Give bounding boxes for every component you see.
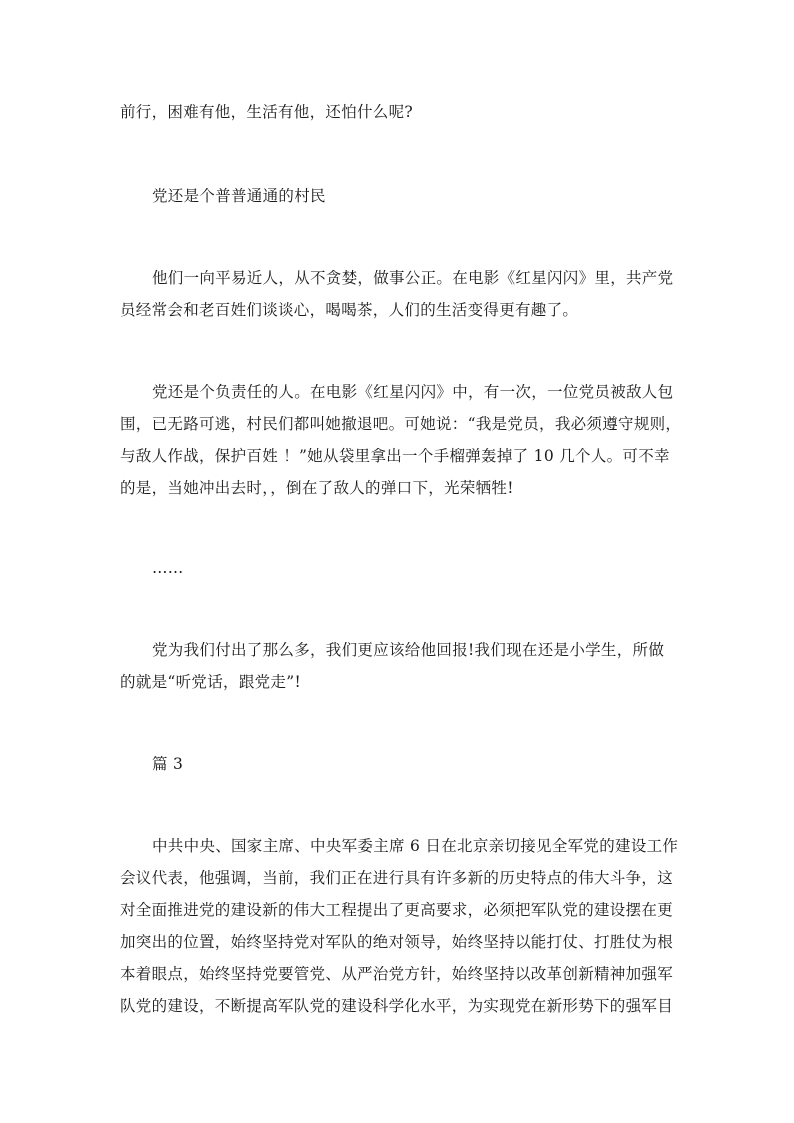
text-line: 队党的建设，不断提高军队党的建设科学化水平，为实现党在新形势下的强军目 bbox=[120, 997, 674, 1015]
text-line: 会议代表，他强调，当前，我们正在进行具有许多新的历史特点的伟大斗争，这 bbox=[120, 869, 674, 887]
text-line: 党还是个普普通通的村民 bbox=[152, 187, 326, 205]
text-line: 的是，当她冲出去时，，倒在了敌人的弹口下，光荣牺牲! bbox=[120, 479, 514, 497]
text-line: 围，已无路可逃，村民们都叫她撤退吧。可她说：“我是党员，我必须遵守规则， bbox=[120, 415, 682, 433]
text-line: 党为我们付出了那么多，我们更应该给他回报!我们现在还是小学生，所做 bbox=[152, 641, 665, 659]
text-line: 对全面推进党的建设新的伟大工程提出了更高要求，必须把军队党的建设摆在更 bbox=[120, 901, 674, 919]
text-line: 他们一向平易近人，从不贪婪，做事公正。在电影《红星闪闪》里，共产党 bbox=[152, 269, 674, 287]
text-line: 的就是“听党话，跟党走”! bbox=[120, 673, 301, 691]
text-line: 加突出的位置，始终坚持党对军队的绝对领导，始终坚持以能打仗、打胜仗为根 bbox=[120, 933, 674, 951]
section-heading: 篇 3 bbox=[152, 755, 184, 773]
text-line: 中共中央、国家主席、中央军委主席 6 日在北京亲切接见全军党的建设工作 bbox=[152, 837, 679, 855]
text-line: 本着眼点，始终坚持党要管党、从严治党方针，始终坚持以改革创新精神加强军 bbox=[120, 965, 674, 983]
text-line: 员经常会和老百姓们谈谈心，喝喝茶，人们的生活变得更有趣了。 bbox=[120, 301, 579, 319]
text-line: 前行，困难有他，生活有他，还怕什么呢? bbox=[120, 103, 414, 121]
text-line: 与敌人作战，保护百姓 ！”她从袋里拿出一个手榴弹轰掉了 10 几个人。可不幸 bbox=[120, 447, 670, 465]
text-line: 党还是个负责任的人。在电影《红星闪闪》中，有一次，一位党员被敌人包 bbox=[152, 383, 674, 401]
text-line: …… bbox=[152, 559, 184, 577]
